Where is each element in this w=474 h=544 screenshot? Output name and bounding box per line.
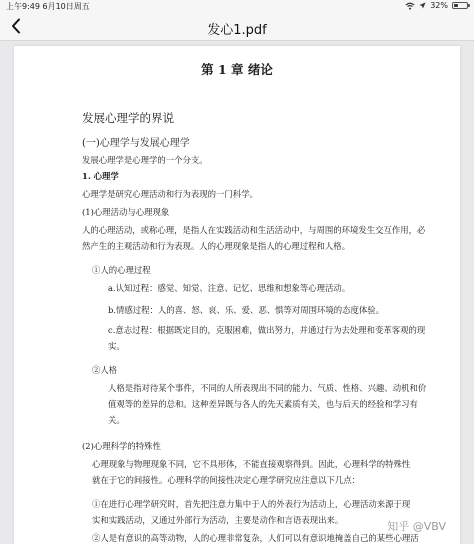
text-line: 人格是指对待某个事件，不同的人所表现出不同的能力、气质、性格、兴趣、动机和价 <box>108 383 427 393</box>
text-line: ①人的心理过程 <box>92 265 151 275</box>
text-line: c.意志过程：根据既定目的，克服困难，做出努力，并通过行为去处理和变革客观的现 <box>108 325 426 335</box>
text-line: 值观等的差异的总和。这种差异既与各人的先天素质有关，也与后天的经验和学习有 <box>108 399 418 409</box>
text-line: (1)心理活动与心理现象 <box>82 207 170 217</box>
text-line: 1. 心理学 <box>82 171 119 181</box>
status-bar <box>0 0 474 12</box>
document-title: 发心1.pdf <box>207 23 267 38</box>
pdf-page[interactable] <box>14 46 460 544</box>
subsection-title: (一)心理学与发展心理学 <box>82 138 190 149</box>
text-line: 发展心理学是心理学的一个分支。 <box>82 155 208 165</box>
text-line: (2)心理科学的特殊性 <box>82 441 161 451</box>
wifi-icon <box>405 2 415 10</box>
text-line: ②人格 <box>92 365 118 375</box>
text-line: 心理现象与物理现象不同，它不具形体，不能直接观察得到。因此，心理科学的特殊性 <box>92 459 411 469</box>
battery-level-fill <box>454 4 458 7</box>
text-line: 实。 <box>108 341 125 351</box>
text-line: 就在于它的间接性。心理科学的间接性决定心理学研究应注意以下几点： <box>92 475 360 485</box>
location-icon <box>419 2 426 9</box>
text-line: b.情感过程：人的喜、怒、哀、乐、爱、恶、惧等对周围环境的态度体验。 <box>108 305 385 315</box>
text-line: ①在进行心理学研究时，首先把注意力集中于人的外表行为活动上，心理活动来源于现 <box>92 499 411 509</box>
section-title: 发展心理学的界说 <box>82 111 174 125</box>
status-time-date: 上午9:49 6月10日周五 <box>6 2 90 11</box>
battery-icon <box>452 2 468 9</box>
navigation-bar <box>0 12 474 41</box>
watermark: 知乎 @VBV <box>387 520 446 533</box>
text-line: 人的心理活动，或称心理，是指人在实践活动和生活活动中，与周围的环境发生交互作用，必 <box>82 225 426 235</box>
text-line: 然产生的主观活动和行为表现。人的心理现象是指人的心理过程和人格。 <box>82 241 350 251</box>
status-indicators <box>405 1 468 10</box>
text-line: a.认知过程：感觉、知觉、注意、记忆、思维和想象等心理活动。 <box>108 283 351 293</box>
text-line: 心理学是研究心理活动和行为表现的一门科学。 <box>82 189 258 199</box>
text-line: ②人是有意识的高等动物，人的心理非常复杂，人们可以有意识地掩盖自己的某些心理活 <box>92 533 419 543</box>
chapter-title: 第 1 章 绪论 <box>201 62 273 77</box>
text-line: 实和实践活动，又通过外部行为活动，主要是动作和言语表现出来。 <box>92 515 344 525</box>
battery-percent: 32% <box>430 1 448 10</box>
text-line: 关。 <box>108 415 125 425</box>
